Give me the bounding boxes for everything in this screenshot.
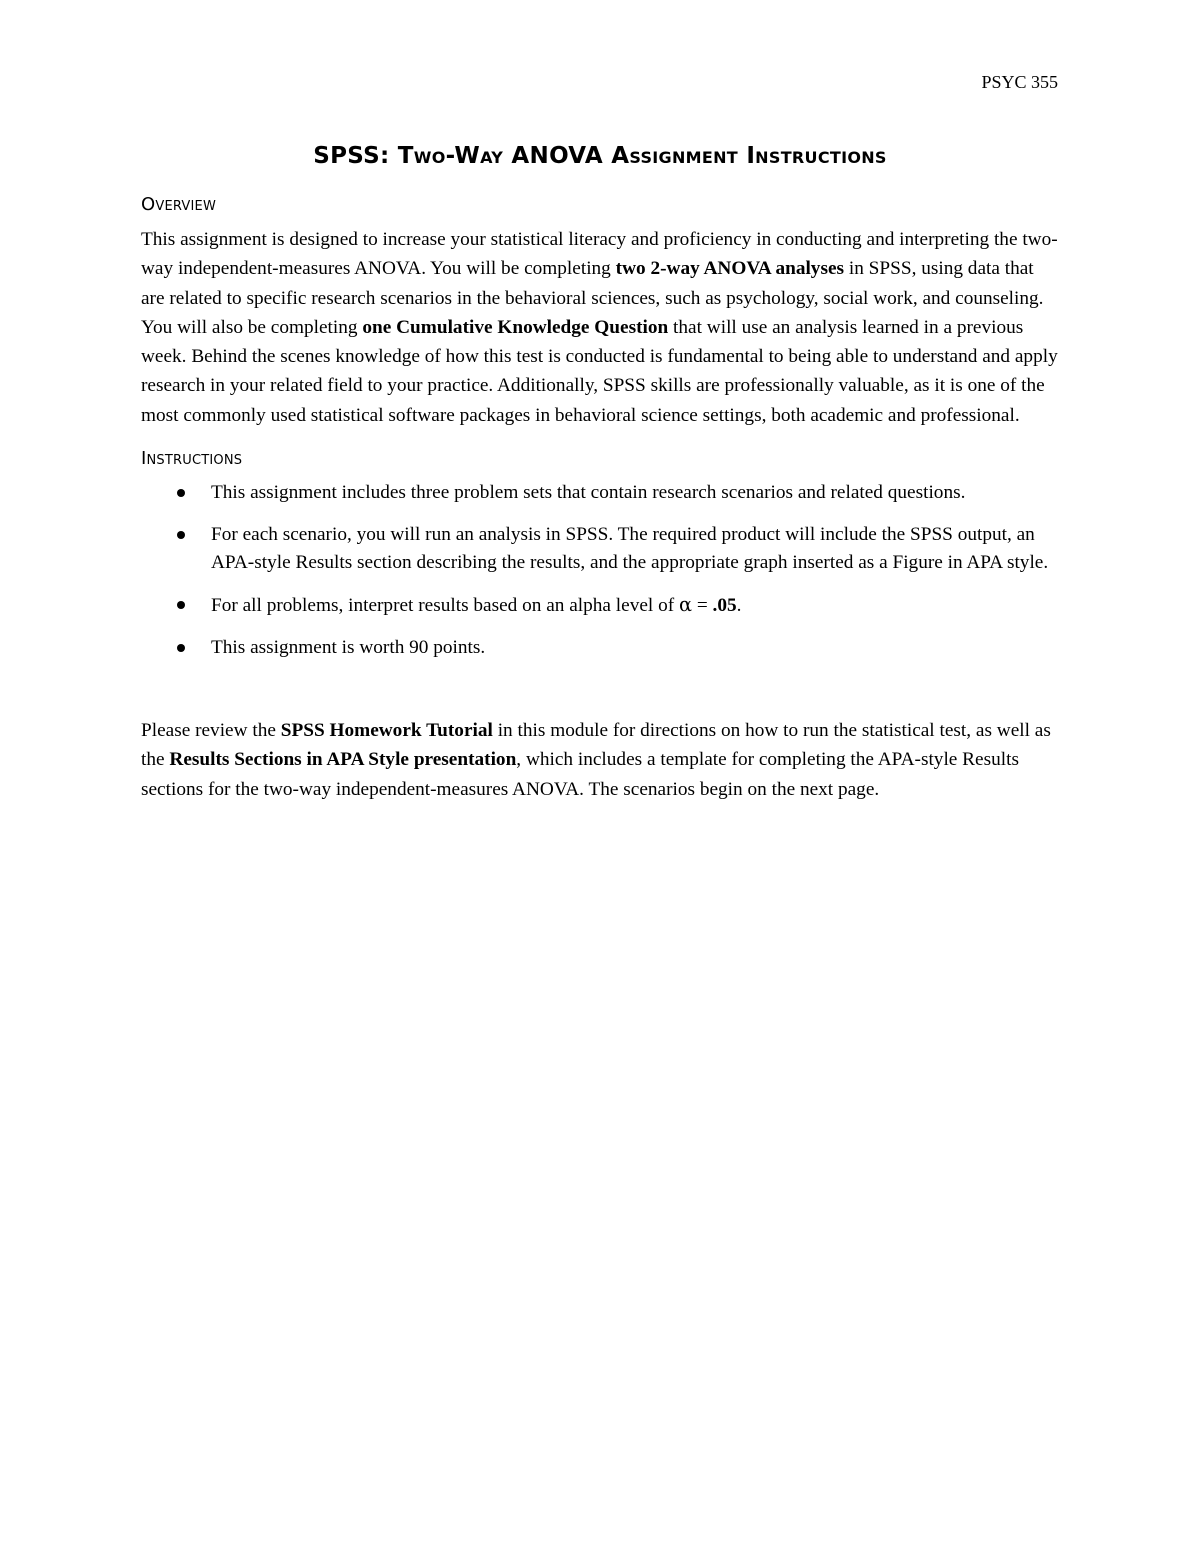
review-text-2: in this module for directions on how to run the statistical test, as well as the <box>141 720 1051 771</box>
bullet-icon <box>177 601 185 609</box>
overview-text-2: in SPSS, using data that are related to specific research scenarios in the behavioral sciences, such as psychology, social work, and counseling. You will also be completing <box>141 258 1044 338</box>
overview-text-1: This assignment is designed to increase your statistical literacy and proficiency in conducting and interpreting the two-way independent-measures ANOVA. You will be completing <box>141 229 1058 280</box>
list-item <box>141 591 1061 620</box>
instructions-heading: Instructions <box>141 448 243 470</box>
list-item <box>141 479 1061 507</box>
list-item <box>141 521 1061 577</box>
bullet-icon <box>177 531 185 539</box>
list-item-text: For each scenario, you will run an analysis in SPSS. The required product will include the SPSS output, an APA-style Results section describing the results, and the appropriate graph inserted as a Figure in APA style. <box>211 524 1049 574</box>
overview-bold-2: one Cumulative Knowledge Question <box>362 316 669 338</box>
running-header: PSYC 355 <box>981 72 1058 92</box>
list-item-text: For all problems, interpret results based on an alpha level of <box>211 595 679 617</box>
list-item-text: This assignment is worth 90 points. <box>211 637 486 659</box>
review-text-1: Please review the <box>141 720 281 742</box>
alpha-symbol: α <box>678 593 693 617</box>
overview-paragraph <box>141 225 1061 430</box>
alpha-equals: = <box>692 595 713 617</box>
page-title: SPSS: Two-Way ANOVA Assignment Instructions <box>313 143 887 169</box>
review-bold-1: SPSS Homework Tutorial <box>280 720 493 742</box>
overview-text-3: that will use an analysis learned in a previous week. Behind the scenes knowledge of how this test is conducted is fundamental to being able to understand and apply research in your related field to your practice. Additionally, SPSS skills are professionally valuable, as it is one of the most commonly used statistical software packages in behavioral science settings, both academic and professional. <box>141 316 1058 426</box>
overview-bold-1: two 2-way ANOVA analyses <box>615 258 845 280</box>
alpha-value: .05 <box>712 595 737 617</box>
review-bold-2: Results Sections in APA Style presentation <box>169 749 517 771</box>
review-paragraph <box>141 716 1061 804</box>
alpha-end: . <box>736 595 742 617</box>
document-body <box>141 194 1061 804</box>
list-item <box>141 634 1061 662</box>
instructions-list <box>141 479 1061 662</box>
bullet-icon <box>177 489 185 497</box>
review-text-3: , which includes a template for completing the APA-style Results sections for the two-way independent-measures ANOVA. The scenarios begin on the next page. <box>141 749 1019 800</box>
list-item-text: This assignment includes three problem sets that contain research scenarios and related questions. <box>211 482 966 504</box>
overview-heading: Overview <box>141 194 216 215</box>
bullet-icon <box>177 644 185 652</box>
